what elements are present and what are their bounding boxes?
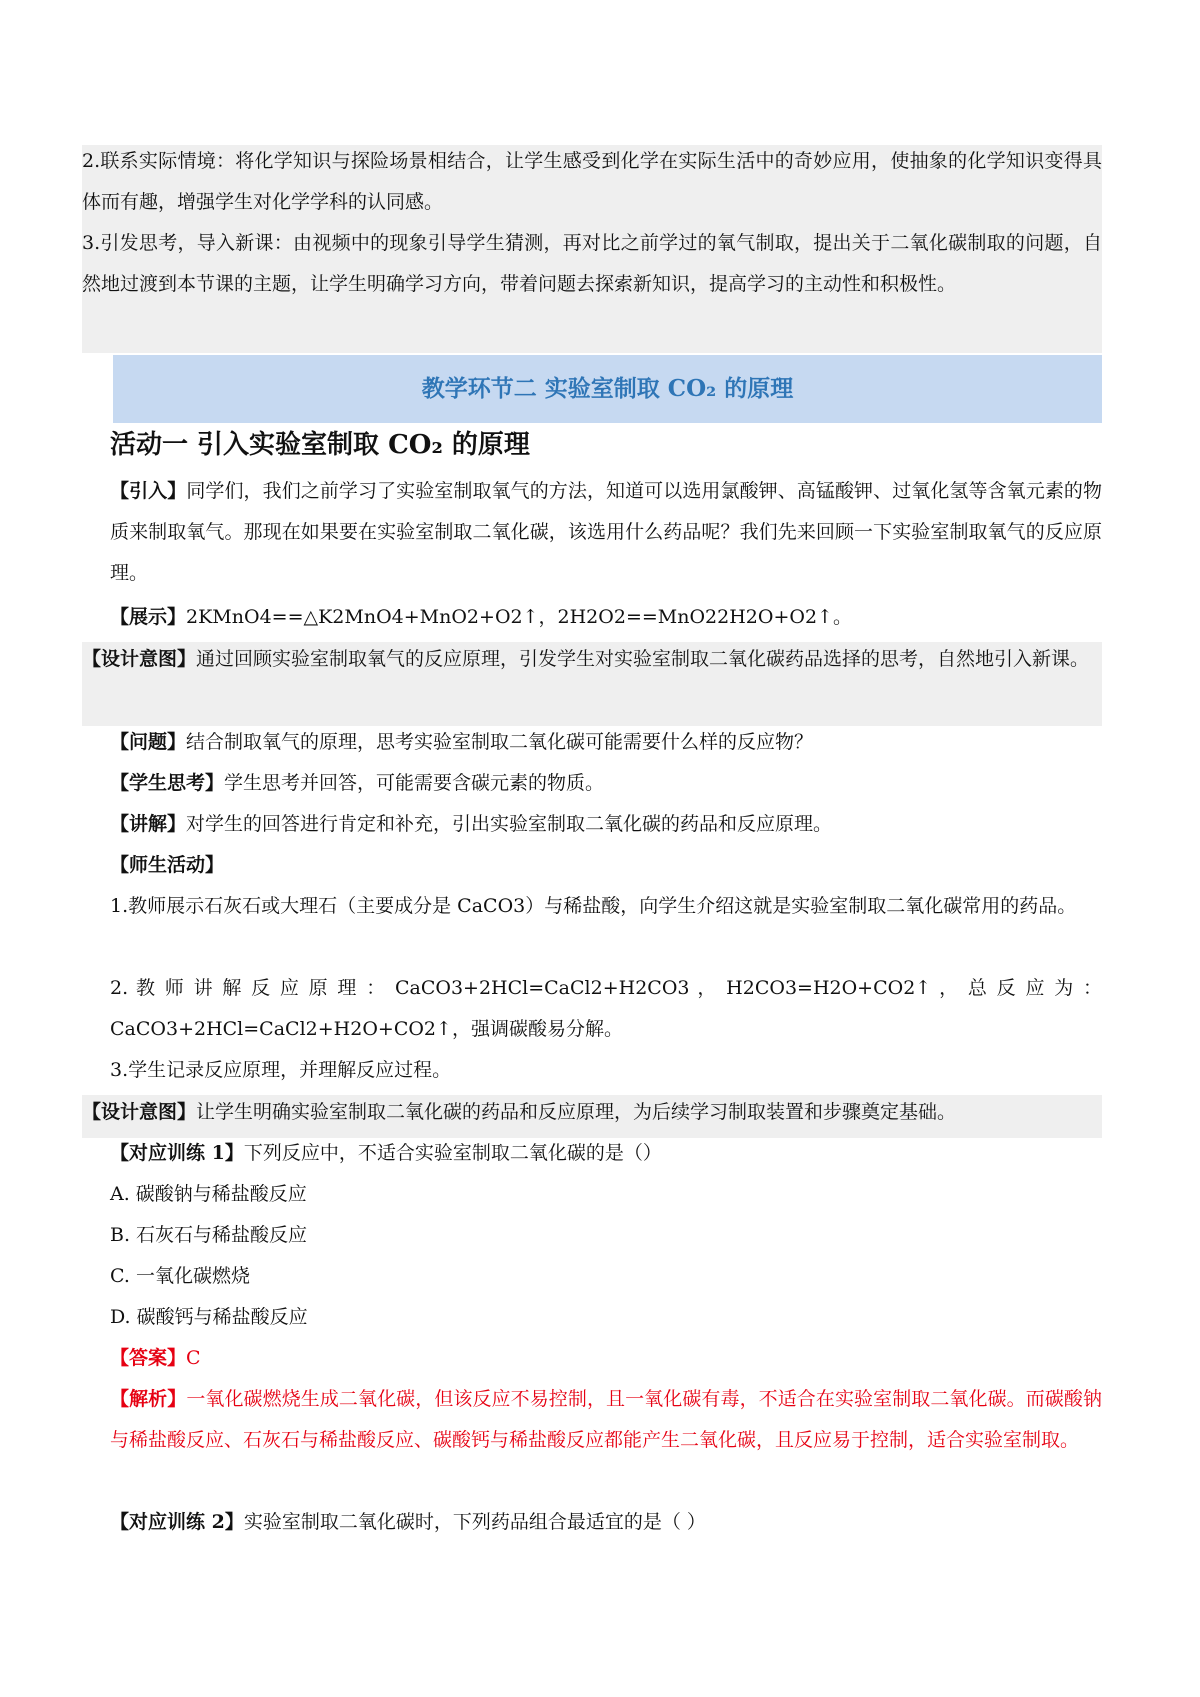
analysis-label: 【解析】 [110,1388,187,1410]
intro-paragraph-3: 3.引发思考，导入新课：由视频中的现象引导学生猜测，再对比之前学过的氧气制取，提出关于二氧化碳制取的问题，自然地过渡到本节课的主题，让学生明确学习方向，带着问题去探索新知识，提高学习的主动性和积极性。 [82,232,1102,295]
training-1-option-c: C. 一氧化碳燃烧 [110,1265,250,1287]
show-text: 2KMnO4==△K2MnO4+MnO2+O2↑，2H2O2==MnO22H2O+O2↑。 [186,606,852,628]
training-1-label: 【对应训练 1】 [110,1142,244,1164]
question-paragraph [110,722,1102,763]
design-intent-1-label: 【设计意图】 [82,648,197,670]
activity-item-2: 2. 教 师 讲 解 反 应 原 理 ： CaCO3+2HCl=CaCl2+H2CO3 ， H2CO3=H2O+CO2↑ ， 总 反 应 为 ： CaCO3+2HCl=CaCl2+H2O+CO2↑，强调碳酸易分解。 [110,977,1102,1040]
design-intent-2-label: 【设计意图】 [82,1101,197,1123]
training-1-analysis [110,1379,1102,1461]
training-1-option-d: D. 碳酸钙与稀盐酸反应 [110,1306,308,1328]
explain-paragraph [110,804,1102,845]
question-label: 【问题】 [110,731,187,753]
training-2-text: 实验室制取二氧化碳时，下列药品组合最适宜的是（ ） [243,1511,706,1533]
activity-heading: 活动一 引入实验室制取 CO₂ 的原理 [110,430,530,460]
show-label: 【展示】 [110,606,187,628]
design-intent-2 [82,1092,1102,1133]
design-intent-1-text: 通过回顾实验室制取氧气的反应原理，引发学生对实验室制取二氧化碳药品选择的思考，自然地引入新课。 [196,648,1090,670]
training-1-text: 下列反应中，不适合实验室制取二氧化碳的是（） [243,1142,662,1164]
training-1-option-b: B. 石灰石与稀盐酸反应 [110,1224,308,1246]
explain-text: 对学生的回答进行肯定和补充，引出实验室制取二氧化碳的药品和反应原理。 [186,813,833,835]
design-intent-1 [82,639,1102,680]
answer-value: C [186,1347,201,1369]
student-think-paragraph [110,763,1102,804]
explain-label: 【讲解】 [110,813,187,835]
section-title: 教学环节二 实验室制取 CO₂ 的原理 [113,355,1102,423]
training-1-answer [110,1338,1102,1379]
student-think-label: 【学生思考】 [110,772,225,794]
activity-label: 【师生活动】 [110,854,225,876]
answer-label: 【答案】 [110,1347,187,1369]
design-intent-2-text: 让学生明确实验室制取二氧化碳的药品和反应原理，为后续学习制取装置和步骤奠定基础。 [196,1101,957,1123]
training-1-option-a: A. 碳酸钠与稀盐酸反应 [110,1183,307,1205]
student-think-text: 学生思考并回答，可能需要含碳元素的物质。 [224,772,605,794]
intro-text: 同学们，我们之前学习了实验室制取氧气的方法，知道可以选用氯酸钾、高锰酸钾、过氧化氢等含氧元素的物质来制取氧气。那现在如果要在实验室制取二氧化碳，该选用什么药品呢？我们先来回顾一下实验室制取氧气的反应原理。 [110,480,1102,584]
question-text: 结合制取氧气的原理，思考实验室制取二氧化碳可能需要什么样的反应物？ [186,731,814,753]
intro-paragraph [110,471,1102,594]
training-1-question [110,1133,1102,1174]
intro-label: 【引入】 [110,480,187,502]
activity-item-1: 1.教师展示石灰石或大理石（主要成分是 CaCO3）与稀盐酸，向学生介绍这就是实验室制取二氧化碳常用的药品。 [110,895,1077,917]
show-paragraph [110,597,1102,638]
analysis-text: 一氧化碳燃烧生成二氧化碳，但该反应不易控制，且一氧化碳有毒，不适合在实验室制取二氧化碳。而碳酸钠与稀盐酸反应、石灰石与稀盐酸反应、碳酸钙与稀盐酸反应都能产生二氧化碳，且反应易于控制，适合实验室制取。 [110,1388,1102,1451]
training-2-label: 【对应训练 2】 [110,1511,244,1533]
activity-item-3: 3.学生记录反应原理，并理解反应过程。 [110,1059,452,1081]
training-2-question [110,1502,1102,1543]
intro-paragraph-2: 2.联系实际情境：将化学知识与探险场景相结合，让学生感受到化学在实际生活中的奇妙应用，使抽象的化学知识变得具体而有趣，增强学生对化学学科的认同感。 [82,150,1102,213]
